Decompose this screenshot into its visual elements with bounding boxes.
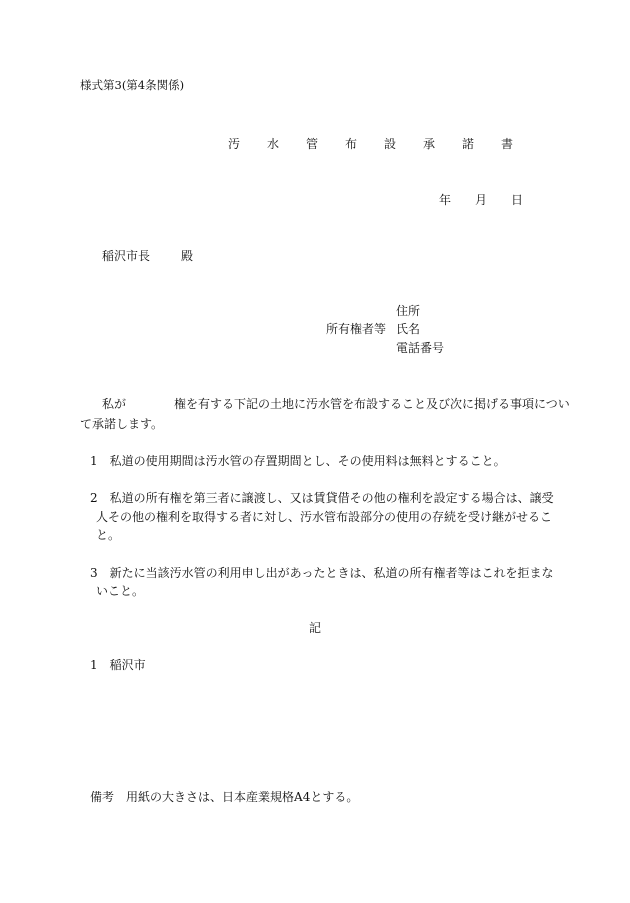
item-3-continued: いこと。 (96, 584, 145, 598)
location-line (90, 659, 146, 671)
remark-label: 備考 (90, 790, 115, 804)
item-2 (90, 492, 554, 504)
date-month-label: 月 (475, 193, 488, 207)
item-number: 2 (90, 491, 98, 505)
item-1 (90, 455, 506, 467)
addressee-honorific: 殿 (181, 249, 194, 263)
item-number: 3 (90, 566, 98, 580)
date-year-label: 年 (439, 193, 452, 207)
intro-line-1-start: 私が (102, 397, 127, 411)
item-text: 私道の所有権を第三者に譲渡し、又は賃貸借その他の権利を設定する場合は、譲受 (109, 491, 554, 505)
item-2-continued: と。 (96, 528, 121, 542)
ki-heading: 記 (309, 621, 322, 635)
owner-address-label: 住所 (396, 304, 421, 318)
item-2-continued: 人その他の権利を取得する者に対し、汚水管布設部分の使用の存続を受け継がせるこ (96, 510, 553, 524)
item-text: 新たに当該汚水管の利用申し出があったときは、私道の所有権者等はこれを拒まな (109, 566, 554, 580)
item-text: 私道の使用期間は汚水管の存置期間とし、その使用料は無料とすること。 (109, 454, 506, 468)
item-number: 1 (90, 454, 98, 468)
intro-line-1 (102, 398, 570, 410)
owner-phone-label: 電話番号 (396, 341, 445, 355)
form-number: 様式第3(第4条関係) (80, 78, 185, 92)
intro-line-1-end: 権を有する下記の土地に汚水管を布設すること及び次に掲げる事項につい (174, 397, 570, 411)
remark-text: 用紙の大きさは、日本産業規格A4とする。 (126, 790, 359, 804)
intro-line-2: て承諾します。 (80, 417, 164, 431)
location-text: 稲沢市 (109, 658, 146, 672)
date-line (439, 194, 523, 206)
owner-label: 所有権者等 (326, 322, 387, 336)
owner-name-label: 氏名 (396, 322, 421, 336)
document-title: 汚 水 管 布 設 承 諾 書 (228, 137, 521, 151)
remark-line (90, 791, 358, 803)
date-day-label: 日 (511, 193, 524, 207)
addressee: 稲沢市長 (102, 249, 151, 263)
location-number: 1 (90, 658, 98, 672)
item-3 (90, 567, 554, 579)
